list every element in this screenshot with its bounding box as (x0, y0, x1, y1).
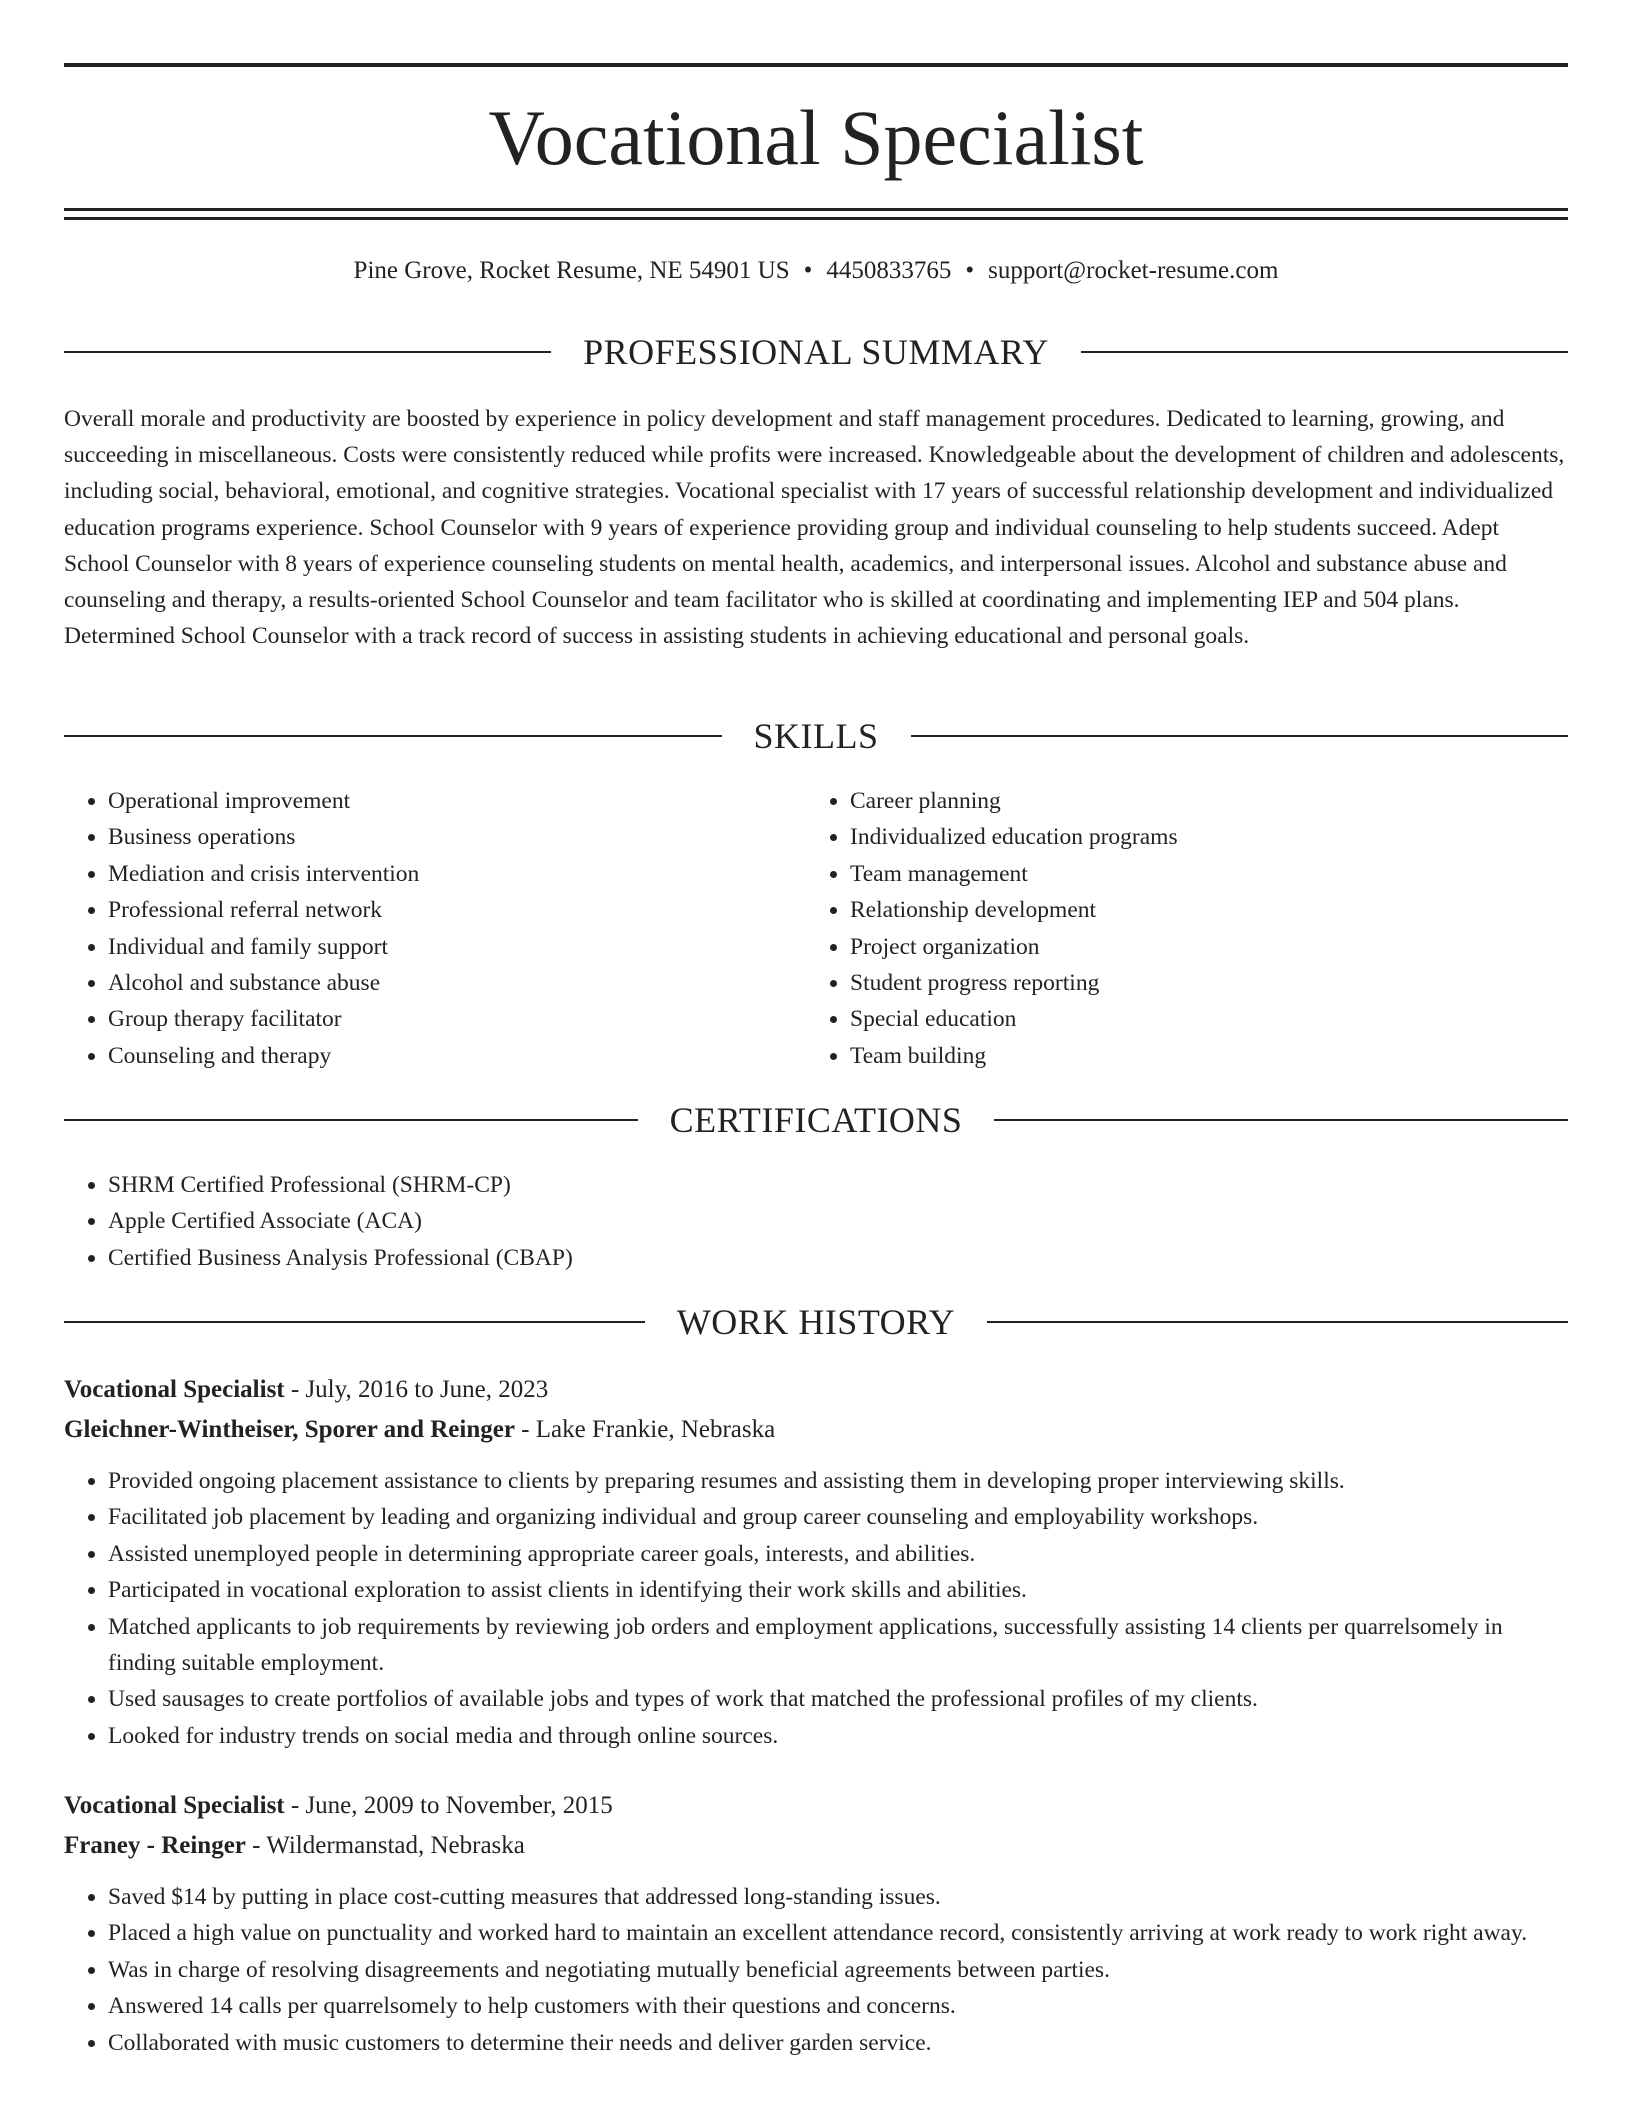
section-title-summary (64, 330, 1568, 374)
section-divider (64, 351, 551, 353)
skill-item: • Team management (850, 856, 1548, 892)
job-dates: - July, 2016 to June, 2023 (290, 1376, 549, 1403)
contact-separator: • (965, 257, 975, 284)
contact-separator: • (803, 257, 813, 284)
summary-text: Overall morale and productivity are boosted by experience in policy development and staff management procedures. Dedicated to learning, growing, and succeeding in miscellaneous. Costs were consistently reduced while profits were increased. Knowledgeable about the development of children and adolescents, including social, behavioral, emotional, and cognitive strategies. Vocational specialist with 17 years of successful relationship development and individualized education programs experience. School Counselor with 9 years of experience providing group and individual counseling to help students succeed. Adept School Counselor with 8 years of experience counseling students on mental health, academics, and interpersonal issues. Alcohol and substance abuse and counseling and therapy, a results-oriented School Counselor and team facilitator who is skilled at coordinating and implementing IEP and 504 plans. Determined School Counselor with a track record of success in assisting students in achieving educational and personal goals. (64, 406, 1565, 650)
section-divider (911, 735, 1569, 737)
contact-address: Pine Grove, Rocket Resume, NE 54901 US (353, 257, 790, 284)
section-divider (64, 1119, 638, 1121)
skill-item: • Individualized education programs (850, 819, 1548, 855)
header-top-rule (64, 63, 1568, 67)
certification-item: • Apple Certified Associate (ACA) (108, 1203, 1568, 1239)
job-duty-item: • Participated in vocational exploration to assist clients in identifying their work skills and abilities. (108, 1572, 1568, 1608)
job-duty-item: • Was in charge of resolving disagreements and negotiating mutually beneficial agreements between parties. (108, 1952, 1568, 1988)
section-divider (64, 1321, 645, 1323)
skill-item: • Relationship development (850, 892, 1548, 928)
job-dates: - June, 2009 to November, 2015 (290, 1792, 613, 1819)
skill-item: • Student progress reporting (850, 965, 1548, 1001)
certification-item: • Certified Business Analysis Professional (CBAP) (108, 1240, 1568, 1276)
section-divider (1081, 351, 1568, 353)
job-company: Gleichner-Wintheiser, Sporer and Reinger (64, 1416, 515, 1443)
job-duty-item: • Matched applicants to job requirements by reviewing job orders and employment applications, successfully assisting 14 clients per quarrelsomely in finding suitable employment. (108, 1609, 1568, 1682)
section-title-certifications (64, 1098, 1568, 1142)
section-title-text: PROFESSIONAL SUMMARY (583, 332, 1049, 372)
job-duty-item: • Facilitated job placement by leading and organizing individual and group career counseling and employability workshops. (108, 1499, 1568, 1535)
job-title: Vocational Specialist (64, 1792, 285, 1819)
job-heading (64, 1786, 1568, 1826)
skill-item: • Project organization (850, 929, 1548, 965)
skill-item: • Special education (850, 1001, 1548, 1037)
job-duty-item: • Used sausages to create portfolios of available jobs and types of work that matched the professional profiles of my clients. (108, 1681, 1568, 1717)
section-title-text: WORK HISTORY (676, 1302, 956, 1342)
section-title-text: CERTIFICATIONS (669, 1100, 963, 1140)
skill-item: • Alcohol and substance abuse (108, 965, 806, 1001)
candidate-name: Vocational Specialist (488, 94, 1144, 181)
skills-list-right (806, 783, 1548, 1074)
contact-email[interactable]: support@rocket-resume.com (988, 257, 1279, 284)
contact-phone: 4450833765 (826, 257, 952, 284)
job-company: Franey - Reinger (64, 1832, 246, 1859)
section-title-text: SKILLS (753, 716, 879, 756)
skills-grid (64, 783, 1568, 1074)
skill-item: • Group therapy facilitator (108, 1001, 806, 1037)
certifications-list (64, 1167, 1568, 1276)
job-location: - Lake Frankie, Nebraska (521, 1416, 776, 1443)
section-divider (64, 735, 722, 737)
skill-item: • Mediation and crisis intervention (108, 856, 806, 892)
skill-item: • Career planning (850, 783, 1548, 819)
certifications-block (64, 1167, 1568, 1276)
section-title-work-history (64, 1300, 1568, 1344)
job-duty-item: • Placed a high value on punctuality and worked hard to maintain an excellent attendance record, consistently arriving at work ready to work right away. (108, 1915, 1568, 1951)
job-duty-item: • Assisted unemployed people in determining appropriate career goals, interests, and abilities. (108, 1536, 1568, 1572)
skills-column-left (64, 783, 806, 1074)
job-employer (64, 1826, 1568, 1866)
certification-item: • SHRM Certified Professional (SHRM-CP) (108, 1167, 1568, 1203)
skill-item: • Professional referral network (108, 892, 806, 928)
job-heading (64, 1370, 1568, 1410)
job-duty-item: • Saved $14 by putting in place cost-cutting measures that addressed long-standing issues. (108, 1879, 1568, 1915)
skill-item: • Operational improvement (108, 783, 806, 819)
skill-item: • Counseling and therapy (108, 1038, 806, 1074)
skill-item: • Team building (850, 1038, 1548, 1074)
skill-item: • Individual and family support (108, 929, 806, 965)
job-location: - Wildermanstad, Nebraska (252, 1832, 525, 1859)
job-duty-item: • Collaborated with music customers to determine their needs and deliver garden service. (108, 2025, 1568, 2061)
job-duty-item: • Answered 14 calls per quarrelsomely to help customers with their questions and concerns. (108, 1988, 1568, 2024)
header-double-rule (64, 208, 1568, 220)
job-duty-item: • Provided ongoing placement assistance to clients by preparing resumes and assisting them in developing proper interviewing skills. (108, 1463, 1568, 1499)
job-duties-list (64, 1463, 1568, 1754)
job-duties (64, 1879, 1568, 2061)
job-title: Vocational Specialist (64, 1376, 285, 1403)
skills-column-right (806, 783, 1548, 1074)
skills-list-left (64, 783, 806, 1074)
job-employer (64, 1410, 1568, 1450)
section-title-skills (64, 714, 1568, 758)
section-divider (987, 1321, 1568, 1323)
skill-item: • Business operations (108, 819, 806, 855)
job-duty-item: • Looked for industry trends on social media and through online sources. (108, 1718, 1568, 1754)
job-duties-list (64, 1879, 1568, 2061)
job-duties (64, 1463, 1568, 1754)
contact-line (64, 256, 1568, 286)
section-divider (994, 1119, 1568, 1121)
